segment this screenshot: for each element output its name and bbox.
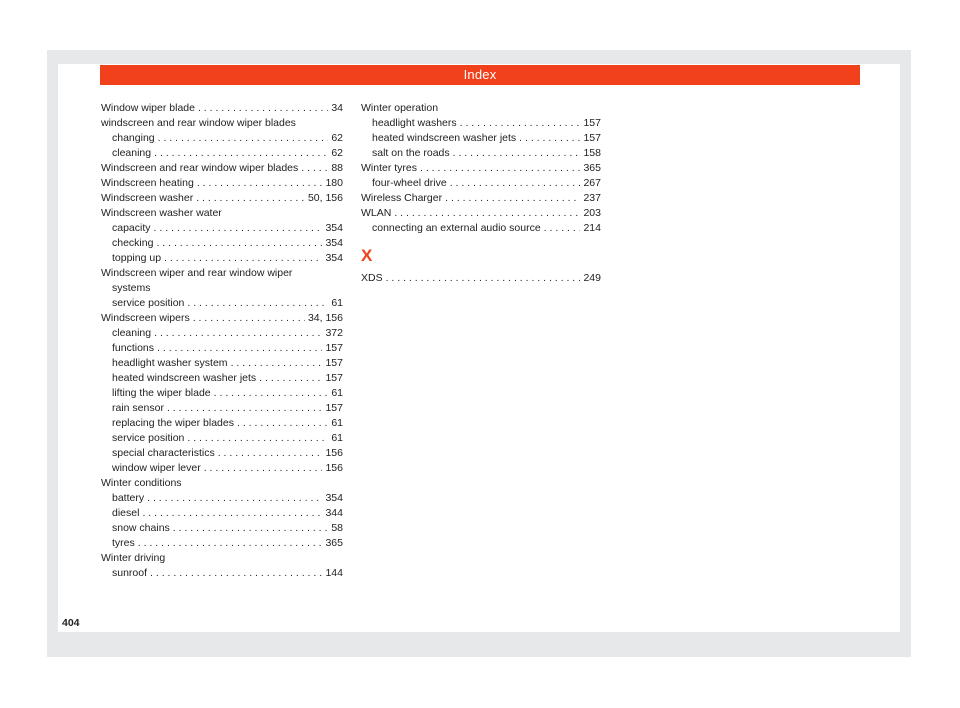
x-entries [361,271,601,286]
index-subentry[interactable] [101,416,343,431]
entry-page-reference[interactable]: 157 [325,372,343,384]
dot-leader [198,101,328,116]
entry-page-reference[interactable]: 34, 156 [307,312,343,324]
entry-label: headlight washer system [112,357,228,369]
entry-label: salt on the roads [372,147,450,159]
entry-label: special characteristics [112,447,215,459]
entry-label: headlight washers [372,117,457,129]
entry-label: Wireless Charger [361,192,443,204]
dot-leader [193,311,305,326]
dot-leader [237,416,328,431]
dot-leader [158,131,329,146]
entry-label: service position [112,297,185,309]
entry-page-reference[interactable]: 156 [325,462,343,474]
index-subentry[interactable] [101,371,343,386]
entry-page-reference[interactable]: 214 [583,222,601,234]
index-subentry[interactable] [101,491,343,506]
entry-page-reference[interactable]: 354 [325,222,343,234]
index-subentry[interactable] [101,431,343,446]
index-entry[interactable] [101,176,343,191]
entry-label: snow chains [112,522,170,534]
entry-label: battery [112,492,145,504]
dot-leader [453,146,581,161]
entry-page-reference[interactable]: 237 [583,192,601,204]
dot-leader [154,326,322,341]
dot-leader [386,271,581,286]
dot-leader [156,236,322,251]
entry-label: cleaning [112,327,152,339]
index-subentry[interactable] [361,146,601,161]
index-subentry[interactable] [101,236,343,251]
entry-label: capacity [112,222,151,234]
index-subentry[interactable] [101,461,343,476]
entry-page-reference[interactable]: 365 [325,537,343,549]
entry-page-reference[interactable]: 157 [583,117,601,129]
index-subentry[interactable] [101,341,343,356]
index-entry[interactable] [361,191,601,206]
index-entry-heading: Windscreen wiper and rear window wiper [101,267,293,279]
index-subentry[interactable] [101,566,343,581]
index-subentry[interactable] [101,146,343,161]
index-entry[interactable] [101,191,343,206]
index-entry[interactable] [101,311,343,326]
dot-leader [154,221,323,236]
entry-label: Winter tyres [361,162,418,174]
entry-page-reference[interactable]: 249 [583,272,601,284]
entry-label: connecting an external audio source [372,222,541,234]
dot-leader [196,191,305,206]
entry-page-reference[interactable]: 62 [331,147,343,159]
index-entry-heading: Winter conditions [101,477,182,489]
entry-page-reference[interactable]: 354 [325,237,343,249]
dot-leader [164,251,322,266]
dot-leader [259,371,322,386]
entry-label: topping up [112,252,162,264]
entry-page-reference[interactable]: 50, 156 [307,192,343,204]
dot-leader [138,536,323,551]
entry-page-reference[interactable]: 372 [325,327,343,339]
dot-leader [231,356,323,371]
dot-leader [187,431,328,446]
dot-leader [157,341,322,356]
index-entry-heading: Windscreen washer water [101,207,222,219]
entry-page-reference[interactable]: 157 [325,357,343,369]
index-subentry[interactable] [101,401,343,416]
dot-leader [218,446,323,461]
entry-label: diesel [112,507,140,519]
dot-leader [173,521,329,536]
entry-label: Window wiper blade [101,102,195,114]
entry-page-reference[interactable]: 58 [331,522,343,534]
index-subentry[interactable] [361,221,601,236]
dot-leader [154,146,328,161]
entry-page-reference[interactable]: 61 [331,432,343,444]
dot-leader [147,491,322,506]
index-entry-heading: windscreen and rear window wiper blades [101,117,296,129]
entry-label: sunroof [112,567,148,579]
index-header: Index [100,65,860,85]
entry-page-reference[interactable]: 203 [583,207,601,219]
entry-page-reference[interactable]: 34 [331,102,343,114]
index-subentry[interactable] [361,131,601,146]
entry-page-reference[interactable]: 62 [331,132,343,144]
entry-label: lifting the wiper blade [112,387,211,399]
index-subentry[interactable] [101,251,343,266]
index-entry[interactable] [101,161,343,176]
entry-label: window wiper lever [112,462,201,474]
entry-label: four-wheel drive [372,177,447,189]
dot-leader [214,386,329,401]
dot-leader [445,191,580,206]
dot-leader [301,161,328,176]
index-subentry[interactable] [101,506,343,521]
entry-page-reference[interactable]: 344 [325,507,343,519]
index-entry[interactable] [361,271,601,286]
index-subentry[interactable] [101,356,343,371]
entry-label: heated windscreen washer jets [372,132,517,144]
entry-label: Windscreen and rear window wiper blades [101,162,299,174]
entry-page-reference[interactable]: 156 [325,447,343,459]
entry-label: tyres [112,537,135,549]
entry-page-reference[interactable]: 157 [325,402,343,414]
entry-label: Windscreen wipers [101,312,190,324]
index-column-right [361,101,601,286]
dot-leader [450,176,581,191]
entry-label: heated windscreen washer jets [112,372,257,384]
entry-page-reference[interactable]: 354 [325,492,343,504]
entry-page-reference[interactable]: 157 [583,132,601,144]
entry-label: changing [112,132,155,144]
index-subentry[interactable] [101,521,343,536]
index-entry-heading: Winter driving [101,552,166,564]
index-entry[interactable] [361,161,601,176]
entry-page-reference[interactable]: 144 [325,567,343,579]
winter-entries [361,101,601,236]
index-column-left [101,101,343,581]
dot-leader [204,461,323,476]
entry-label: Windscreen heating [101,177,194,189]
dot-leader [460,116,581,131]
index-subentry[interactable] [101,536,343,551]
dot-leader [394,206,580,221]
entry-page-reference[interactable]: 157 [325,342,343,354]
index-subentry[interactable] [101,221,343,236]
dot-leader [167,401,323,416]
index-subentry[interactable] [101,446,343,461]
entry-page-reference[interactable]: 365 [583,162,601,174]
dot-leader [197,176,323,191]
index-entry-heading: Winter operation [361,102,439,114]
dot-leader [187,296,328,311]
entry-label: service position [112,432,185,444]
entry-label: functions [112,342,155,354]
section-letter-x: X [361,246,373,265]
entry-page-reference[interactable]: 61 [331,417,343,429]
entry-label: XDS [361,272,383,284]
dot-leader [544,221,581,236]
entry-page-reference[interactable]: 61 [331,387,343,399]
entry-page-reference[interactable]: 180 [325,177,343,189]
dot-leader [142,506,322,521]
entry-label: cleaning [112,147,152,159]
index-subentry[interactable] [361,116,601,131]
index-subentry[interactable] [101,386,343,401]
entry-page-reference[interactable]: 354 [325,252,343,264]
page-number: 404 [62,617,80,629]
entry-label: checking [112,237,154,249]
entry-label: rain sensor [112,402,164,414]
index-subentry[interactable] [361,176,601,191]
entry-label: Windscreen washer [101,192,194,204]
index-entry[interactable] [361,206,601,221]
index-subentry-heading: systems [112,282,151,294]
entry-label: replacing the wiper blades [112,417,234,429]
dot-leader [519,131,580,146]
entry-page-reference[interactable]: 158 [583,147,601,159]
index-subentry[interactable] [101,131,343,146]
entry-page-reference[interactable]: 267 [583,177,601,189]
dot-leader [420,161,580,176]
entry-page-reference[interactable]: 61 [331,297,343,309]
index-subentry[interactable] [101,326,343,341]
index-subentry[interactable] [101,296,343,311]
entry-page-reference[interactable]: 88 [331,162,343,174]
index-entry[interactable] [101,101,343,116]
entry-label: WLAN [361,207,392,219]
dot-leader [150,566,322,581]
